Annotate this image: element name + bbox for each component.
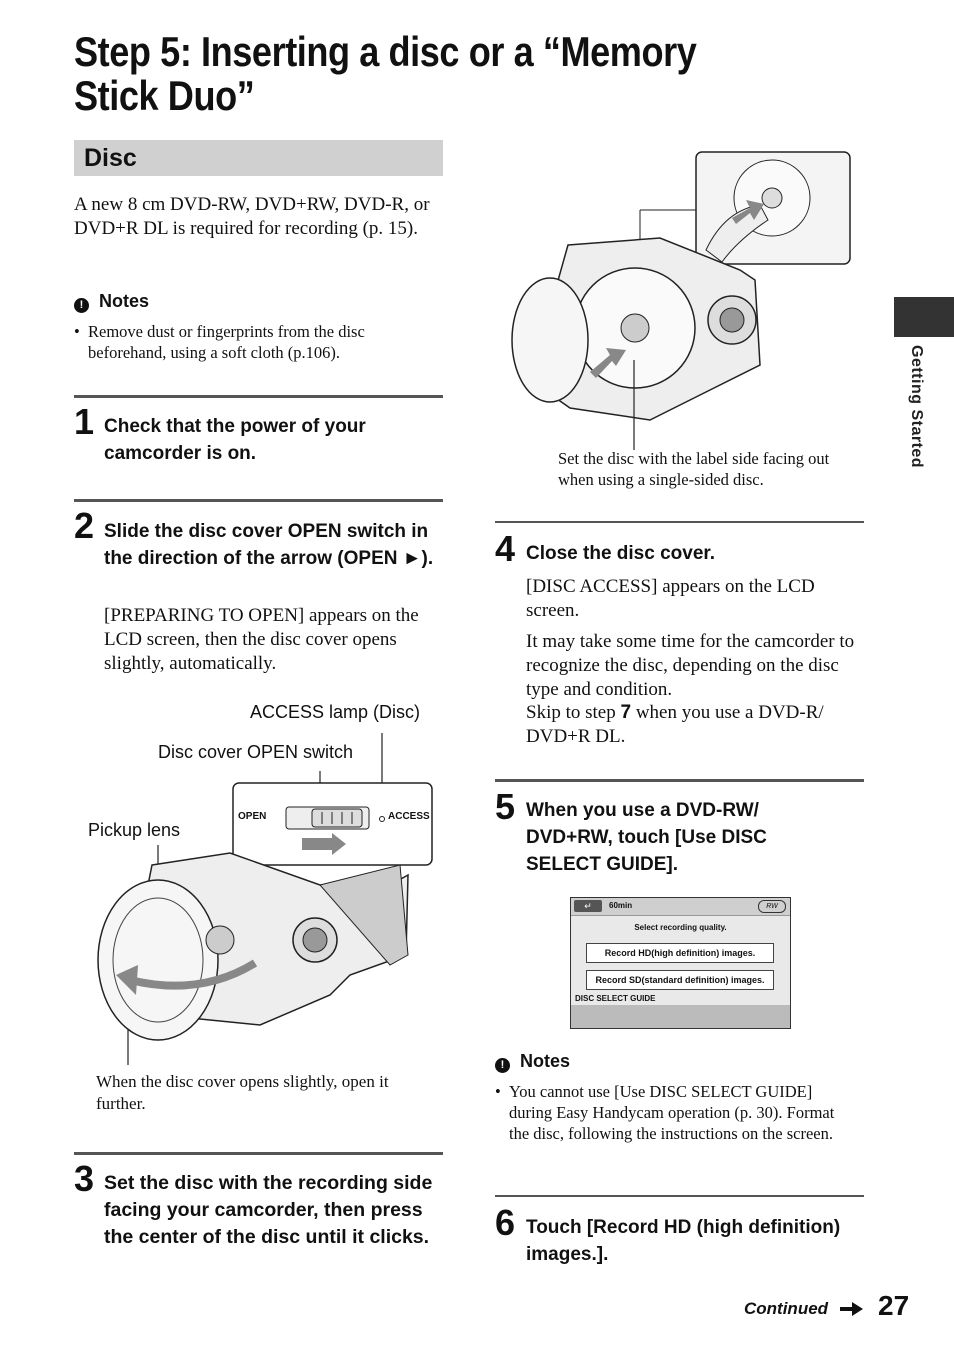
record-sd-button[interactable]: Record SD(standard definition) images.: [586, 970, 774, 990]
step-body: [DISC ACCESS] appears on the LCD screen.: [526, 576, 815, 621]
divider: [74, 499, 443, 502]
continued-label: Continued: [744, 1299, 829, 1318]
record-hd-button[interactable]: Record HD(high definition) images.: [586, 943, 774, 963]
step-heading: Touch [Record HD (high definition) images.].: [526, 1217, 841, 1265]
open-switch-text: OPEN: [238, 811, 267, 822]
divider: [495, 779, 864, 782]
back-arrow-icon[interactable]: ↵: [574, 900, 602, 912]
notes-heading: ! Notes: [495, 1051, 570, 1073]
step-heading: When you use a DVD-RW/ DVD+RW, touch [Use DISC SELECT GUIDE].: [526, 800, 767, 875]
notes-icon: !: [495, 1058, 510, 1073]
disc-insertion-illustration: [510, 150, 855, 455]
step-heading: Slide the disc cover OPEN switch in the direction of the arrow (OPEN ►).: [104, 521, 434, 569]
lcd-footer-label: DISC SELECT GUIDE: [575, 994, 656, 1003]
notes-icon: !: [74, 298, 89, 313]
lcd-time: 60min: [609, 901, 633, 910]
page-title: Step 5: Inserting a disc or a “Memory Stick Duo”: [74, 28, 697, 119]
access-lamp-text: ACCESS: [388, 811, 430, 822]
step-number: 6: [495, 1202, 516, 1243]
figure2-caption: Set the disc with the label side facing out when using a single-sided disc.: [558, 449, 830, 489]
notes-heading: ! Notes: [74, 291, 149, 313]
step-heading: Close the disc cover.: [526, 543, 716, 564]
section-title: Disc: [84, 144, 137, 172]
divider: [495, 1195, 864, 1197]
step-number: 2: [74, 505, 95, 546]
step-body: It may take some time for the camcorder to recognize the disc, depending on the disc type and condition.: [526, 631, 855, 700]
divider: [495, 521, 864, 523]
step-heading: Check that the power of your camcorder is on.: [104, 416, 366, 464]
lcd-status-bar: [571, 898, 790, 916]
step-number: 4: [495, 528, 516, 569]
lcd-screen: [570, 897, 791, 1029]
lcd-prompt: Select recording quality.: [634, 923, 727, 932]
side-section-label: Getting Started: [908, 345, 925, 469]
step-number: 1: [74, 401, 95, 442]
list-item: • Remove dust or fingerprints from the disc beforehand, using a soft cloth (p.106).: [74, 322, 365, 362]
intro-text: A new 8 cm DVD-RW, DVD+RW, DVD-R, or DVD+R DL is required for recording (p. 15).: [74, 194, 430, 239]
divider: [74, 395, 443, 398]
step-body: [PREPARING TO OPEN] appears on the LCD screen, then the disc cover opens slightly, automatically.: [104, 605, 419, 674]
divider: [74, 1152, 443, 1155]
media-badge: RW: [758, 900, 786, 913]
section-header: [74, 140, 443, 176]
step-body: Skip to step 7 when you use a DVD-R/ DVD+R DL.: [526, 702, 824, 747]
notes-list: [74, 321, 434, 363]
open-switch-label: Disc cover OPEN switch: [158, 742, 354, 762]
step-heading: Set the disc with the recording side facing your camcorder, then press the center of the disc until it clicks.: [104, 1172, 433, 1248]
access-lamp-label: ACCESS lamp (Disc): [250, 702, 421, 722]
pickup-lens-label: Pickup lens: [88, 820, 181, 840]
figure1-caption: When the disc cover opens slightly, open it further.: [96, 1072, 389, 1113]
step-number: 3: [74, 1158, 95, 1199]
continued-arrow-icon: [840, 1301, 864, 1317]
page-number: 27: [878, 1290, 910, 1321]
list-item: • You cannot use [Use DISC SELECT GUIDE] during Easy Handycam operation (p. 30). Format the disc, following the instructions on the screen.: [495, 1082, 835, 1143]
lcd-bottom-bar: [571, 1005, 790, 1028]
notes-list: [495, 1081, 855, 1144]
step-number: 5: [495, 786, 516, 827]
camcorder-open-illustration: [90, 725, 440, 1065]
side-tab-marker: [894, 297, 954, 337]
